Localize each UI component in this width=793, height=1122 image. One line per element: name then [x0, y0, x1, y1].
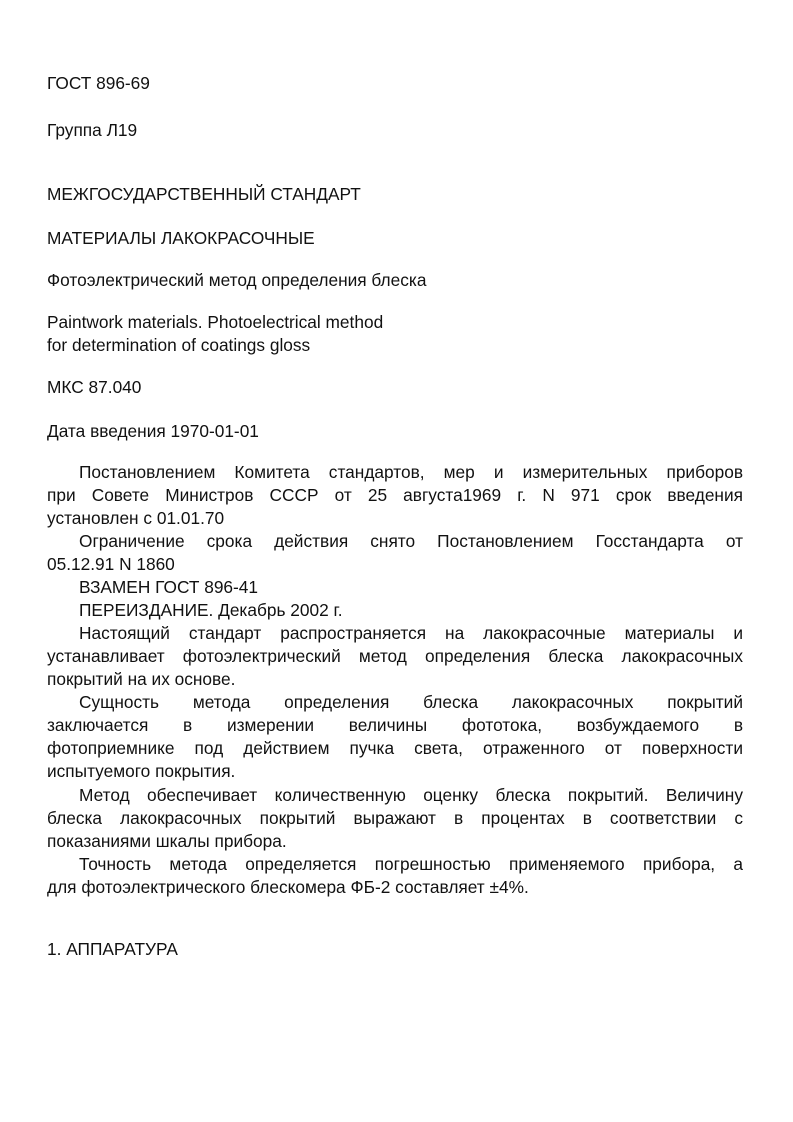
group-code: Группа Л19 [47, 120, 138, 140]
subtitle-ru: Фотоэлектрический метод определения блеска [47, 270, 427, 290]
title-en-line1: Paintwork materials. Photoelectrical method [47, 312, 384, 332]
paragraph-line: блеска лакокрасочных покрытий выражают в процентах в соответствии с [47, 808, 743, 828]
paragraph-scope [47, 622, 743, 691]
paragraph-line: заключается в измерении величины фототока, возбуждаемого в [47, 715, 743, 735]
title-en-line2: for determination of coatings gloss [47, 335, 311, 355]
paragraph-method [47, 784, 743, 853]
reissue-note: ПЕРЕИЗДАНИЕ. Декабрь 2002 г. [79, 600, 343, 620]
paragraph-line: Настоящий стандарт распространяется на лакокрасочные материалы и [79, 623, 743, 643]
paragraph-line: устанавливает фотоэлектрический метод определения блеска лакокрасочных [47, 646, 743, 666]
paragraph-line: Точность метода определяется погрешностью применяемого прибора, а [79, 854, 743, 874]
title-ru: МАТЕРИАЛЫ ЛАКОКРАСОЧНЫЕ [47, 228, 315, 248]
paragraph-line: фотоприемнике под действием пучка света, отраженного от поверхности [47, 738, 743, 758]
paragraph-line: покрытий на их основе. [47, 669, 236, 689]
paragraph-line: Постановлением Комитета стандартов, мер и измерительных приборов [79, 462, 743, 482]
paragraph-line: испытуемого покрытия. [47, 761, 236, 781]
paragraph-line: Метод обеспечивает количественную оценку блеска покрытий. Величину [79, 785, 743, 805]
replaces-note: ВЗАМЕН ГОСТ 896-41 [79, 577, 259, 597]
standard-type: МЕЖГОСУДАРСТВЕННЫЙ СТАНДАРТ [47, 184, 361, 204]
paragraph-line: показаниями шкалы прибора. [47, 831, 287, 851]
paragraph-limitation [47, 530, 743, 576]
paragraph-line: 05.12.91 N 1860 [47, 554, 175, 574]
doc-code: ГОСТ 896-69 [47, 73, 150, 93]
paragraph-accuracy [47, 853, 743, 899]
mks-code: МКС 87.040 [47, 377, 142, 397]
section-heading-apparatus: 1. АППАРАТУРА [47, 939, 178, 959]
paragraph-line: при Совете Министров СССР от 25 августа1969 г. N 971 срок введения [47, 485, 743, 505]
paragraph-essence [47, 691, 743, 783]
paragraph-decree [47, 461, 743, 530]
intro-date: Дата введения 1970-01-01 [47, 421, 259, 441]
paragraph-line: Сущность метода определения блеска лакокрасочных покрытий [79, 692, 743, 712]
paragraph-line: установлен с 01.01.70 [47, 508, 225, 528]
paragraph-line: Ограничение срока действия снято Постановлением Госстандарта от [79, 531, 743, 551]
paragraph-line: для фотоэлектрического блескомера ФБ-2 составляет ±4%. [47, 877, 529, 897]
